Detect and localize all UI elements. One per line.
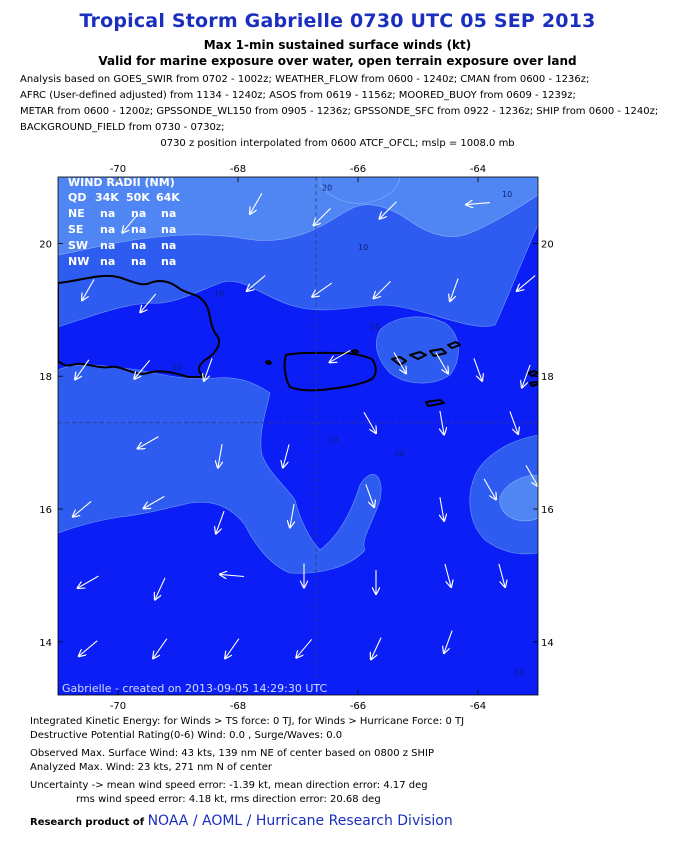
- wind-radii-header: WIND RADII (NM): [68, 176, 175, 189]
- lon-tick-label: -68: [229, 701, 247, 712]
- lat-tick-label: 14: [39, 637, 52, 649]
- lat-tick-label: 20: [39, 239, 52, 251]
- lat-tick-label: 20: [541, 239, 554, 251]
- contour-label: 10: [358, 243, 369, 253]
- ike-line: Integrated Kinetic Energy: for Winds > TS force: 0 TJ, for Winds > Hurricane Force: 0 TJ: [30, 716, 465, 727]
- analysis-sources: [20, 72, 670, 136]
- lon-tick-label: -66: [349, 701, 367, 712]
- lon-tick-label: -68: [229, 164, 247, 175]
- wind-radii-value: na: [131, 207, 147, 220]
- dpr-line: Destructive Potential Rating(0-6) Wind: 0.0 , Surge/Waves: 0.0: [30, 730, 343, 741]
- lon-tick-label: -66: [349, 164, 367, 175]
- contour-label: 10: [502, 189, 513, 199]
- lat-tick-label: 18: [39, 372, 52, 384]
- contour-label: 10: [328, 435, 339, 445]
- lat-tick-label: 14: [541, 637, 554, 649]
- wind-radii-value: na: [100, 207, 116, 220]
- lon-tick-label: -64: [469, 164, 487, 175]
- contour-label: 10: [514, 668, 525, 678]
- lat-tick-label: 18: [541, 372, 554, 384]
- position-line: 0730 z position interpolated from 0600 ATCF_OFCL; mslp = 1008.0 mb: [160, 138, 515, 149]
- wind-radii-value: na: [161, 239, 177, 252]
- contour-label: 10: [370, 322, 381, 332]
- lon-tick-label: -64: [469, 701, 487, 712]
- analysis-line: METAR from 0600 - 1200z; GPSSONDE_WL150 from 0905 - 1236z; GPSSONDE_SFC from 0922 - 1236z; SHIP from 0600 - 1240z;: [20, 106, 659, 117]
- uncertainty-line: Uncertainty -> mean wind speed error: -1.39 kt, mean direction error: 4.17 deg: [30, 780, 428, 791]
- wind-radii-quadrant: SE: [68, 223, 84, 236]
- wind-radii-quadrant: SW: [68, 239, 89, 252]
- rms-error-line: rms wind speed error: 4.18 kt, rms direction error: 20.68 deg: [76, 794, 381, 805]
- wind-radii-value: na: [131, 223, 147, 236]
- lon-tick-label: -70: [109, 701, 127, 712]
- wind-radii-quadrant: NW: [68, 255, 90, 268]
- wind-field: [58, 177, 538, 695]
- research-credit: [30, 813, 453, 829]
- contour-label: 10: [394, 448, 405, 458]
- wind-radii-value: na: [161, 207, 177, 220]
- research-link[interactable]: NOAA / AOML / Hurricane Research Division: [147, 813, 453, 829]
- analysis-line: BACKGROUND_FIELD from 0730 - 0730z;: [20, 122, 225, 133]
- map-title: Tropical Storm Gabrielle 0730 UTC 05 SEP 2013: [79, 10, 596, 32]
- research-label: Research product of: [30, 817, 145, 828]
- observed-max-line: Observed Max. Surface Wind: 43 kts, 139 nm NE of center based on 0800 z SHIP: [30, 748, 435, 759]
- wind-radii-value: na: [131, 255, 147, 268]
- contour-label: 10: [214, 289, 225, 299]
- analysis-line: AFRC (User-defined adjusted) from 1134 - 1240z; ASOS from 0619 - 1156z; MOORED_BUOY from 0609 - 1239z;: [20, 90, 576, 101]
- wind-map: [0, 155, 675, 720]
- wind-radii-col-34k: 34K: [95, 191, 119, 204]
- lon-tick-label: -70: [109, 164, 127, 175]
- analyzed-max-line: Analyzed Max. Wind: 23 kts, 271 nm N of center: [30, 762, 272, 773]
- wind-radii-value: na: [100, 255, 116, 268]
- wind-radii-col-50k: 50K: [126, 191, 150, 204]
- contour-label: 10: [172, 362, 183, 372]
- map-credit: Gabrielle - created on 2013-09-05 14:29:30 UTC: [62, 682, 328, 695]
- lat-tick-label: 16: [541, 505, 554, 517]
- wind-radii-value: na: [161, 223, 177, 236]
- analysis-line: Analysis based on GOES_SWIR from 0702 - 1002z; WEATHER_FLOW from 0600 - 1240z; CMAN from 0600 - 1236z;: [20, 74, 590, 85]
- map-subtitle-units: Max 1-min sustained surface winds (kt): [203, 38, 472, 52]
- lat-tick-label: 16: [39, 505, 52, 517]
- wind-radii-value: na: [100, 223, 116, 236]
- contour-label: 20: [322, 183, 333, 193]
- wind-radii-col-64k: 64K: [156, 191, 180, 204]
- map-subtitle-exposure: Valid for marine exposure over water, open terrain exposure over land: [98, 54, 577, 68]
- wind-radii-col-qd: QD: [68, 191, 87, 204]
- wind-radii-value: na: [161, 255, 177, 268]
- wind-radii-value: na: [131, 239, 147, 252]
- wind-radii-quadrant: NE: [68, 207, 85, 220]
- wind-radii-value: na: [100, 239, 116, 252]
- wind-map-svg: [0, 155, 675, 720]
